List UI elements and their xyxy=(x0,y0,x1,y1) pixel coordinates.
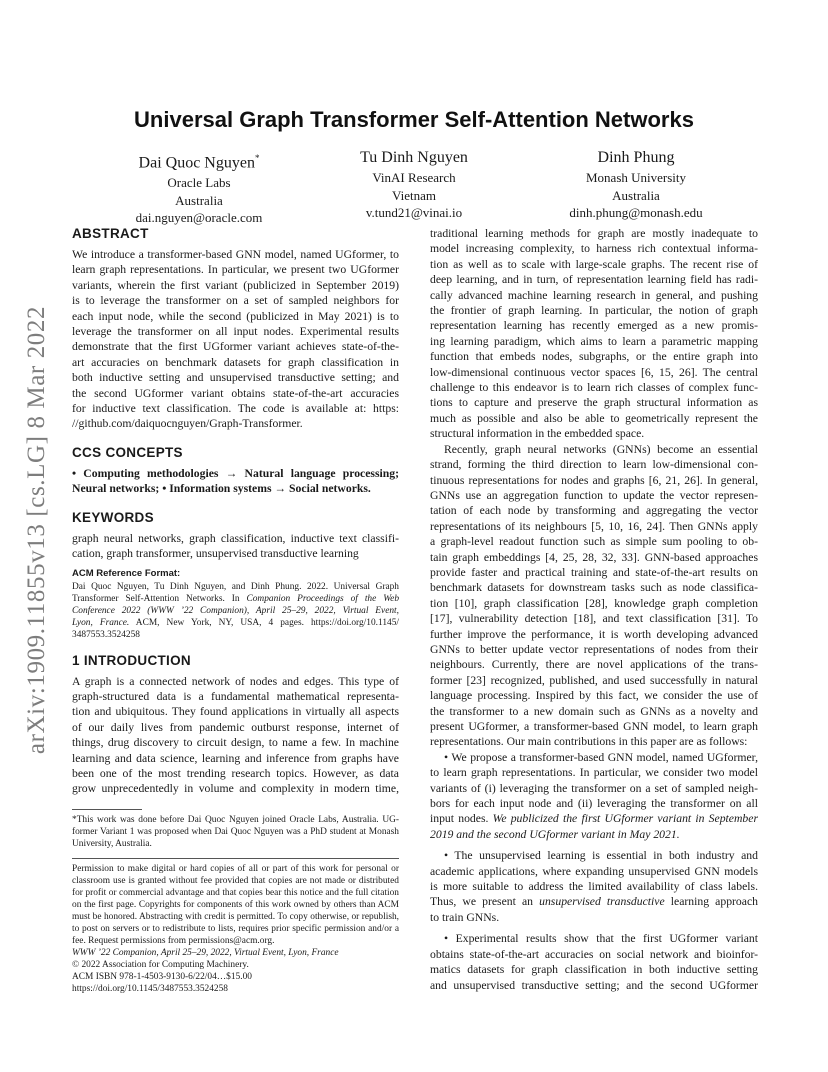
footnote-line: University, Australia. xyxy=(72,838,152,849)
body-line: structural information in the embedded space. xyxy=(430,427,645,441)
body-line: GNNs use an aggregation function to update the vector represen- xyxy=(430,488,758,502)
abstract-line: leverage the transformer on all input nodes. Experimental results xyxy=(72,325,399,339)
body-line: provide faster and practical training and state-of-the-art results on xyxy=(430,565,758,579)
body-line: • The unsupervised learning is essential in both industry and xyxy=(444,849,758,863)
contribution-bullet-2 xyxy=(430,848,758,925)
arxiv-sidebar-stamp xyxy=(23,280,51,780)
author-block-2 xyxy=(314,148,514,222)
body-line: to train GNNs. xyxy=(430,910,500,924)
abstract-line: both inductive setting and unsupervised transductive setting; and xyxy=(72,371,399,385)
permission-line: Permission to make digital or hard copies of all or part of this work for personal or xyxy=(72,863,399,874)
body-line: benchmark datasets for downstream tasks such as node classifica- xyxy=(430,581,758,595)
author-affiliation: Monash University xyxy=(585,170,687,185)
abstract-line: the second UGformer variant obtains state-of-the-art accuracies xyxy=(72,386,399,400)
body-line: matics datasets for graph classification in both inductive setting xyxy=(430,963,758,977)
doi-link[interactable]: https://doi.org/10.1145/3487553.3524258 xyxy=(72,983,228,994)
body-line: further improve the performance, it is worth developing advanced xyxy=(430,627,758,641)
footnote-line: former Variant 1 was proposed when Dai Quoc Nguyen was a PhD student at Monash xyxy=(72,826,399,837)
permission-line: must be honored. Abstracting with credit is permitted. To copy otherwise, or republish, xyxy=(72,911,399,922)
author-name: Tu Dinh Nguyen xyxy=(360,149,468,166)
body-line: input nodes. We publicized the first UGformer variant in September xyxy=(430,812,758,826)
author-email: v.tund21@vinai.io xyxy=(365,205,463,220)
author-country: Australia xyxy=(175,192,223,208)
body-line: tain graph embeddings [4, 25, 28, 32, 33]. GNN-based approaches xyxy=(430,550,758,564)
author-email: dai.nguyen@oracle.com xyxy=(135,210,263,226)
contribution-bullet-3 xyxy=(430,931,758,993)
body-line: is more suitable to address the limited availability of class labels. xyxy=(430,880,758,894)
introduction-heading: 1 INTRODUCTION xyxy=(72,652,191,668)
author-affiliation: Oracle Labs xyxy=(167,175,231,191)
body-line: low-dimensional continuous vector spaces [6, 15, 26]. The central xyxy=(430,365,758,379)
body-line: tion [10], graph classification [28], knowledge graph completion xyxy=(430,596,758,610)
author-name: Dai Quoc Nguyen* xyxy=(138,153,260,172)
body-line: variants of (i) leveraging the transformer on a set of sampled neigh- xyxy=(430,781,758,795)
acm-reference-line: Conference 2022 (WWW ’22 Companion), April 25–29, 2022, Virtual Event, xyxy=(72,605,399,616)
body-line: former [23] recognized, published, and used successfully in natural xyxy=(430,673,758,687)
author-block-3 xyxy=(536,148,736,222)
copyright-notice: © 2022 Association for Computing Machinery. xyxy=(72,959,249,970)
permission-line: on the first page. Copyrights for components of this work owned by others than ACM xyxy=(72,899,399,910)
keywords-line: graph neural networks, graph classification, inductive text classifi- xyxy=(72,531,399,545)
intro-line: learning and data science, learning and inference from graphs have xyxy=(72,751,399,765)
body-line: the frontier of graph learning. In particular, the notion of graph xyxy=(430,304,758,318)
contribution-bullet-1 xyxy=(430,750,758,842)
intro-line: been one of the most trending research topics. However, as data xyxy=(72,766,399,780)
body-line: model increasing complexity, to harness rich contextual informa- xyxy=(430,242,758,256)
body-line: and unsupervised transductive setting; and the second UGformer xyxy=(430,978,758,992)
footnote-line: *This work was done before Dai Quoc Nguyen joined Oracle Labs, Australia. UG- xyxy=(72,814,399,825)
body-line: representations of its neighbours [5, 10, 16, 24]. Then GNNs apply xyxy=(430,519,758,533)
intro-line: A graph is a connected network of nodes and edges. This type of xyxy=(72,674,399,688)
isbn: ACM ISBN 978-1-4503-9130-6/22/04…$15.00 xyxy=(72,971,252,982)
body-line: to learn graph representations. In particular, we consider two model xyxy=(430,766,758,780)
abstract-body xyxy=(72,247,399,432)
body-line: Recently, graph neural networks (GNNs) become an essential xyxy=(444,442,758,456)
author-name: Dinh Phung xyxy=(597,149,675,166)
paper-title: Universal Graph Transformer Self-Attention Networks xyxy=(134,107,694,132)
abstract-line: each input node, while the second (publicized in May 2021) is to xyxy=(72,309,399,323)
body-line: cally advanced machine learning research in general, and pushing xyxy=(430,288,758,302)
body-line: [17], vulnerability detection [18], and text classification [31]. To xyxy=(430,612,758,626)
body-line: tion as well as to scale with large-scale graphs. The recent rise of xyxy=(430,257,758,271)
intro-line: tion and ubiquitous. They found applications in virtually all aspects xyxy=(72,705,399,719)
body-line: deep learning, and in turn, of representation learning field has radi- xyxy=(430,273,758,287)
body-line: representation learning has recently emerged as a new promis- xyxy=(430,319,758,333)
abstract-line: variants, wherein the first variant (publicized in September 2019) xyxy=(72,278,399,292)
body-line: much as possible and also be able to geometrically represent the xyxy=(430,411,758,425)
abstract-line: demonstrate that the first UGformer variant achieves state-of-the- xyxy=(72,340,399,354)
body-line: traditional learning methods for graph are mostly inadequate to xyxy=(430,227,758,240)
body-line: academic applications, where expanding unsupervised GNN models xyxy=(430,864,758,878)
body-line: tation of each node by transforming and aggregating the vector xyxy=(430,504,758,518)
author-country: Vietnam xyxy=(392,187,436,203)
footnote-rule xyxy=(72,809,142,810)
body-line: function that embeds nodes, subgraphs, or the entire graph into xyxy=(430,350,758,364)
acm-reference-line: Dai Quoc Nguyen, Tu Dinh Nguyen, and Dinh Phung. 2022. Universal Graph xyxy=(72,581,399,592)
body-line: a graph-level readout function such as simple sum pooling to ob- xyxy=(430,535,758,549)
body-line: • Experimental results show that the first UGformer variant xyxy=(444,932,758,946)
keywords-heading: KEYWORDS xyxy=(72,509,154,525)
paragraph-intro-continued xyxy=(430,226,758,442)
acm-reference-line: Transformer Self-Attention Networks. In Companion Proceedings of the Web xyxy=(72,593,399,604)
body-line: the transformer to a new domain such as GNNs as a novelty and xyxy=(430,704,758,718)
conference-venue: WWW ’22 Companion, April 25–29, 2022, Virtual Event, Lyon, France xyxy=(72,947,339,958)
acm-reference-line: Lyon, France. ACM, New York, NY, USA, 4 pages. https://doi.org/10.1145/ xyxy=(72,617,399,628)
body-line: tinuous representations for nodes and graphs [6, 21, 26]. In general, xyxy=(430,473,758,487)
keywords-line: cation, graph transformer, unsupervised transductive learning xyxy=(72,547,359,561)
abstract-line: for inductive text classification. The code is available at: https: xyxy=(72,402,399,416)
ccs-line: Neural networks; • Information systems → Social networks. xyxy=(72,482,371,496)
body-line: representations. Our main contributions in this paper are as follows: xyxy=(430,735,748,749)
intro-line: graph-structured data is a fundamental mathematical representa- xyxy=(72,689,399,703)
abstract-line: //github.com/daiquocnguyen/Graph-Transformer. xyxy=(72,417,303,431)
body-line: ing learning paradigm, which aims to learn a parametric mapping xyxy=(430,334,758,348)
left-column xyxy=(72,226,399,994)
body-line: strand, forming the third direction to learn low-dimensional con- xyxy=(430,458,758,472)
abstract-heading: ABSTRACT xyxy=(72,226,149,241)
body-line: neighbours. Currently, there are novel applications of the trans- xyxy=(430,658,758,672)
body-line: tions to capture and preserve the graph structural information as xyxy=(430,396,758,410)
permission-line: for profit or commercial advantage and that copies bear this notice and the full citation xyxy=(72,887,399,898)
intro-line: things, drug discovery to circuit design, to name a few. In machine xyxy=(72,736,399,750)
ccs-line: • Computing methodologies → Natural language processing; xyxy=(72,466,399,480)
author-email: dinh.phung@monash.edu xyxy=(569,205,703,220)
abstract-line: learn graph representations. In particular, we present two UGformer xyxy=(72,263,399,277)
abstract-line: art accuracies on benchmark datasets for graph classification in xyxy=(72,355,399,369)
body-line: Thus, we present an unsupervised transductive learning approach xyxy=(430,895,758,909)
body-line: challenge to this endeavor is to learn rich classes of complex func- xyxy=(430,381,758,395)
ccs-heading: CCS CONCEPTS xyxy=(72,444,183,460)
arxiv-identifier: arXiv:1909.11855v13 [cs.LG] 8 Mar 2022 xyxy=(23,305,50,755)
right-column xyxy=(430,226,758,993)
acm-reference-heading: ACM Reference Format: xyxy=(72,567,181,579)
paragraph-gnn xyxy=(430,442,758,750)
body-line: GNNs to better update vector representations of nodes from their xyxy=(430,642,758,656)
body-line: language processing. Inspired by this fact, we consider the use of xyxy=(430,689,758,703)
permission-line: fee. Request permissions from permissions@acm.org. xyxy=(72,935,275,946)
intro-line: of our daily lives from pandemic outburst response, internet of xyxy=(72,720,399,734)
body-line: obtains state-of-the-art accuracies on social network and bioinfor- xyxy=(430,947,758,961)
author-affiliation: VinAI Research xyxy=(372,170,456,185)
body-line: present UGformer, a transformer-based GNN model, to learn graph xyxy=(430,720,758,733)
abstract-line: We introduce a transformer-based GNN model, named UGformer, to xyxy=(72,248,399,261)
body-line: 2019 and the second UGformer variant in May 2021. xyxy=(430,827,680,841)
permission-line: to post on servers or to redistribute to lists, requires prior specific permission and/or a xyxy=(72,923,399,934)
permission-line: classroom use is granted without fee provided that copies are not made or distributed xyxy=(72,875,399,886)
intro-line: grow unprecedentedly in volume and complexity in modern time, xyxy=(72,782,399,796)
abstract-line: is to leverage the transformer on a set of sampled neighbors for xyxy=(72,294,399,308)
acm-reference-line: 3487553.3524258 xyxy=(72,629,140,640)
body-line: • We propose a transformer-based GNN model, named UGformer, xyxy=(444,750,758,764)
permission-rule xyxy=(72,858,399,859)
author-block-1 xyxy=(99,148,299,227)
body-line: bors for each input node and (ii) leveraging the transformer on all xyxy=(430,797,758,811)
author-country: Australia xyxy=(612,187,660,203)
